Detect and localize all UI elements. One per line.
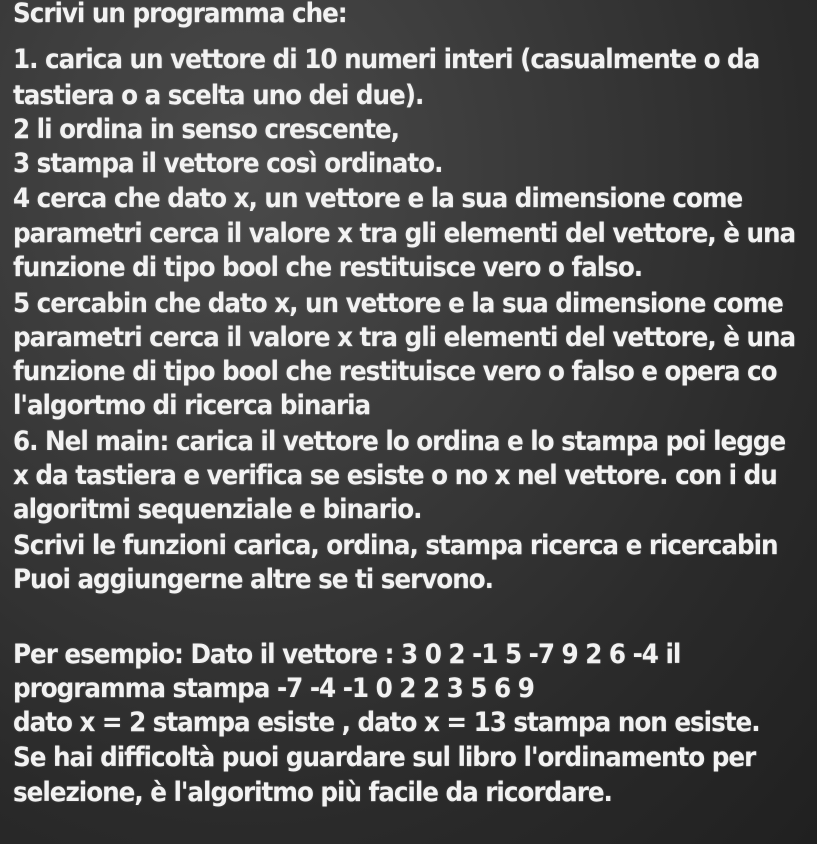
text-line: programma stampa -7 -4 -1 0 2 2 3 5 6 9 bbox=[13, 673, 534, 704]
text-line: 1. carica un vettore di 10 numeri interi (casualmente o da bbox=[13, 44, 760, 75]
text-line: selezione, è l'algoritmo più facile da ricordare. bbox=[13, 777, 612, 808]
text-line: x da tastiera e verifica se esiste o no x nel vettore. con i du bbox=[13, 460, 777, 491]
text-line: algoritmi sequenziale e binario. bbox=[13, 494, 422, 525]
text-line: Se hai difficoltà puoi guardare sul libro l'ordinamento per bbox=[13, 742, 756, 773]
text-line: 2 li ordina in senso crescente, bbox=[13, 114, 399, 145]
text-line: l'algortmo di ricerca binaria bbox=[13, 390, 371, 421]
text-line: tastiera o a scelta uno dei due). bbox=[13, 80, 424, 111]
text-line: parametri cerca il valore x tra gli elementi del vettore, è una bbox=[13, 322, 796, 353]
text-line: 5 cercabin che dato x, un vettore e la sua dimensione come bbox=[13, 288, 783, 319]
text-line: Scrivi le funzioni carica, ordina, stampa ricerca e ricercabin bbox=[13, 530, 778, 561]
text-line: Scrivi un programma che: bbox=[13, 0, 347, 29]
text-line: parametri cerca il valore x tra gli elementi del vettore, è una bbox=[13, 218, 796, 249]
text-line: funzione di tipo bool che restituisce vero o falso. bbox=[13, 252, 643, 283]
text-line: Puoi aggiungerne altre se ti servono. bbox=[13, 564, 493, 595]
text-line: Per esempio: Dato il vettore : 3 0 2 -1 5 -7 9 2 6 -4 il bbox=[13, 639, 681, 670]
text-line: 3 stampa il vettore così ordinato. bbox=[13, 148, 443, 179]
text-line: 4 cerca che dato x, un vettore e la sua dimensione come bbox=[13, 183, 743, 214]
text-line: 6. Nel main: carica il vettore lo ordina e lo stampa poi legge bbox=[13, 426, 786, 457]
text-line: dato x = 2 stampa esiste , dato x = 13 stampa non esiste. bbox=[13, 707, 760, 738]
text-line: funzione di tipo bool che restituisce vero o falso e opera co bbox=[13, 356, 777, 387]
